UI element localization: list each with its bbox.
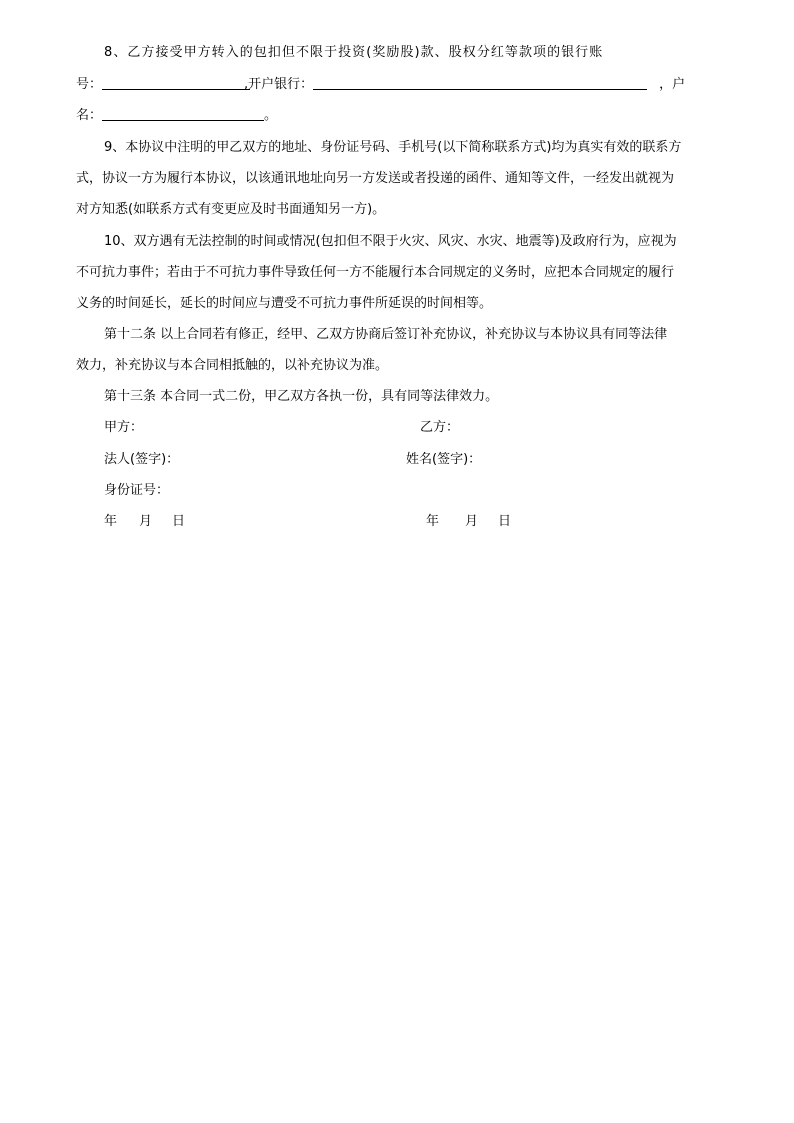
article-13-text: 第十三条 本合同一式二份，甲乙双方各执一份，具有同等法律效力。	[104, 389, 499, 404]
clause-10-text-1: 10、双方遇有无法控制的时间或情况(包扣但不限于火灾、风灾、水灾、地震等)及政府行为，应视为	[104, 234, 677, 249]
party-b-month: 月	[465, 514, 479, 529]
party-a-label: 甲方：	[104, 420, 144, 435]
bank-label: 开户银行：	[248, 77, 314, 92]
clause-8-line-3	[76, 101, 718, 131]
clause-9-line-1	[76, 133, 746, 163]
clause-10-line-1	[76, 227, 746, 257]
party-a-day: 日	[172, 514, 186, 529]
clause-8-end: 。	[264, 108, 278, 123]
bank-name-blank[interactable]	[313, 71, 647, 90]
clause-9-line-3	[76, 195, 718, 225]
clause-10-line-3	[76, 289, 718, 319]
clause-9-line-2	[76, 164, 718, 194]
article-13-line-1	[76, 382, 746, 412]
clause-10-line-2	[76, 258, 718, 288]
clause-8-line-2: 号： ,开户银行： ，户	[76, 70, 718, 100]
article-12-line-2	[76, 351, 718, 381]
clause-9-text-1: 9、本协议中注明的甲乙双方的地址、身份证号码、手机号(以下简称联系方式)均为真实有效的联系方	[104, 140, 682, 155]
clause-9-text-3: 对方知悉(如联系方式有变更应及时书面通知另一方)。	[76, 202, 386, 217]
name-sign-label: 姓名(签字)：	[406, 452, 482, 467]
party-b-label: 乙方：	[420, 420, 460, 435]
clause-10-text-3: 义务的时间延长，延长的时间应与遭受不可抗力事件所延误的时间相等。	[76, 296, 493, 311]
legal-rep-sign-label: 法人(签字)：	[104, 452, 180, 467]
party-a-month: 月	[139, 514, 153, 529]
clause-8-line-1	[76, 38, 746, 68]
party-a-year: 年	[104, 514, 118, 529]
party-b-year: 年	[426, 514, 440, 529]
party-b-date	[426, 507, 511, 537]
account-name-separator: ，户	[659, 77, 686, 92]
article-12-line-1	[76, 320, 746, 350]
article-12-text-2: 效力，补充协议与本合同相抵触的，以补充协议为准。	[76, 358, 389, 373]
clause-9-text-2: 式，协议一方为履行本协议，以该通讯地址向另一方发送或者投递的函件、通知等文件，一经发出就视为	[76, 171, 675, 186]
account-name-label: 名：	[76, 108, 103, 123]
id-number-label: 身份证号：	[104, 483, 170, 498]
clause-8-text: 8、乙方接受甲方转入的包扣但不限于投资(奖励股)款、股权分红等款项的银行账	[104, 45, 604, 60]
article-12-text-1: 第十二条 以上合同若有修正，经甲、乙双方协商后签订补充协议，补充协议与本协议具有同等法律	[104, 327, 668, 342]
account-number-blank[interactable]	[102, 71, 250, 90]
account-name-blank[interactable]	[102, 102, 264, 121]
party-b-day: 日	[498, 514, 512, 529]
clause-10-text-2: 不可抗力事件；若由于不可抗力事件导致任何一方不能履行本合同规定的义务时，应把本合同规定的履行	[76, 265, 675, 280]
account-label: 号：	[76, 77, 103, 92]
party-a-date	[104, 507, 185, 537]
